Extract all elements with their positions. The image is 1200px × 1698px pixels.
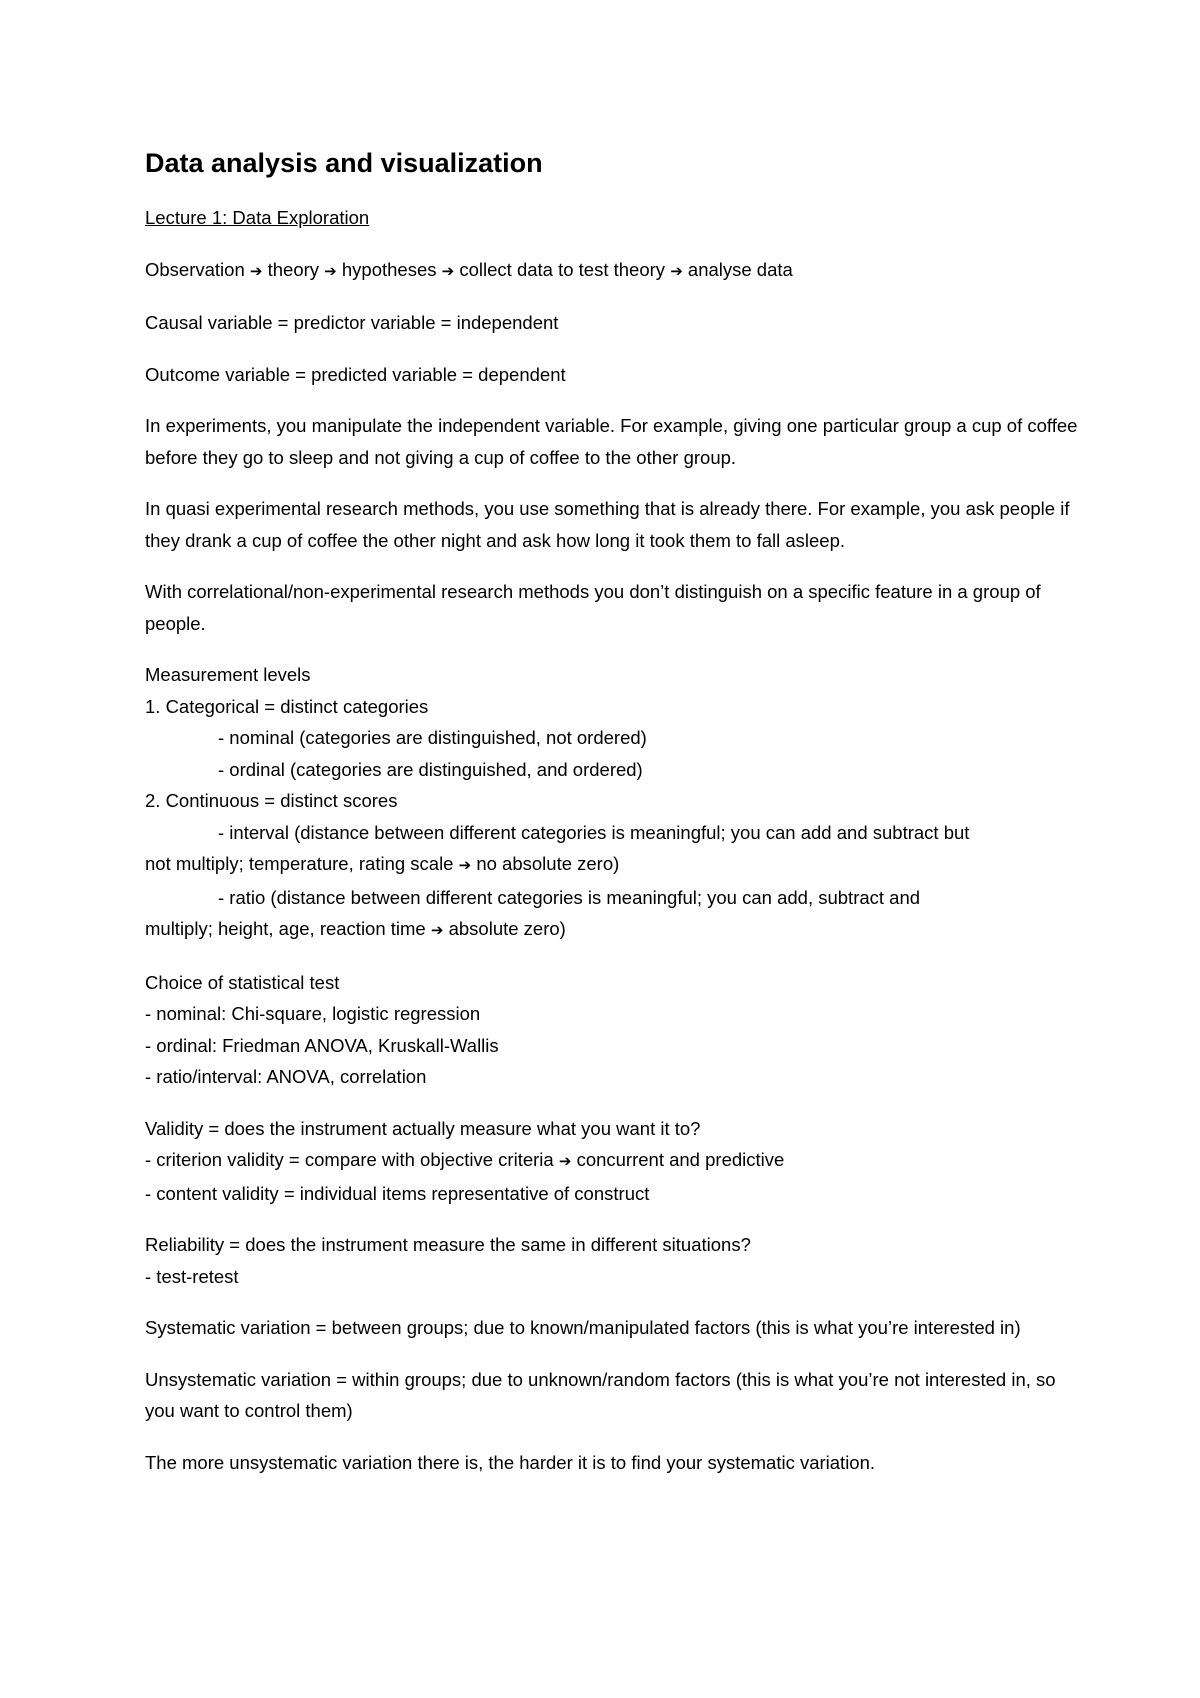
- ordinal-item: - ordinal (categories are distinguished, and ordered): [218, 758, 643, 780]
- ratio-item-continued: multiply; height, age, reaction time ➔ absolute zero): [145, 918, 566, 939]
- correlational-paragraph: With correlational/non-experimental research methods you don’t distinguish on a specific feature in a group of people.: [145, 581, 1041, 634]
- list-item: - test-retest: [145, 1265, 239, 1287]
- unsystematic-variation-paragraph: Unsystematic variation = within groups; due to unknown/random factors (this is what you’re not interested in, so you want to control them): [145, 1368, 1056, 1421]
- lecture-heading: Lecture 1: Data Exploration: [145, 207, 370, 228]
- quasi-experimental-paragraph: In quasi experimental research methods, you use something that is already there. For example, you ask people if they drank a cup of coffee the other night and ask how long it took them to fall asleep.: [145, 498, 1070, 551]
- ratio-item: - ratio (distance between different categories is meaningful; you can add, subtract and: [218, 886, 921, 908]
- flow-step: collect data to test theory: [459, 258, 666, 280]
- list-item: - nominal: Chi-square, logistic regression: [145, 1003, 481, 1024]
- nominal-item: - nominal (categories are distinguished, not ordered): [218, 727, 647, 748]
- flow-step: Observation: [145, 258, 245, 280]
- systematic-variation-paragraph: Systematic variation = between groups; due to known/manipulated factors (this is what you’re interested in): [145, 1317, 1021, 1338]
- research-flow: [145, 254, 1080, 288]
- categorical-item: 1. Categorical = distinct categories: [145, 695, 429, 717]
- document-title: Data analysis and visualization: [145, 148, 543, 178]
- interval-item: - interval (distance between different categories is meaningful; you can add and subtract but: [218, 821, 970, 843]
- arrow-right-icon: ➔: [249, 261, 263, 280]
- arrow-right-icon: ➔: [441, 261, 455, 280]
- list-item: - ratio/interval: ANOVA, correlation: [145, 1066, 427, 1087]
- statistical-test-section: [145, 967, 1080, 1093]
- outcome-variable-def: Outcome variable = predicted variable = dependent: [145, 363, 566, 385]
- stat-test-heading: Choice of statistical test: [145, 971, 340, 993]
- list-item: - ordinal: Friedman ANOVA, Kruskall-Wallis: [145, 1034, 499, 1056]
- measurement-levels-section: [145, 659, 1080, 947]
- reliability-heading: Reliability = does the instrument measure the same in different situations?: [145, 1234, 751, 1255]
- continuous-item: 2. Continuous = distinct scores: [145, 790, 398, 811]
- interval-item-continued: not multiply; temperature, rating scale ➔ no absolute zero): [145, 853, 620, 874]
- arrow-right-icon: ➔: [324, 261, 337, 280]
- criterion-validity-item: - criterion validity = compare with objective criteria ➔ concurrent and predictive: [145, 1149, 785, 1170]
- content-validity-item: - content validity = individual items representative of construct: [145, 1182, 650, 1204]
- experiments-paragraph: In experiments, you manipulate the independent variable. For example, giving one particular group a cup of coffee before they go to sleep and not giving a cup of coffee to the other group.: [145, 415, 1078, 468]
- arrow-right-icon: ➔: [670, 261, 683, 280]
- validity-heading: Validity = does the instrument actually measure what you want it to?: [145, 1117, 701, 1139]
- flow-step: theory: [267, 258, 320, 280]
- causal-variable-def: Causal variable = predictor variable = independent: [145, 312, 559, 333]
- validity-section: [145, 1113, 1080, 1210]
- flow-step: analyse data: [687, 258, 793, 280]
- measurement-heading: Measurement levels: [145, 664, 311, 685]
- flow-step: hypotheses: [341, 258, 437, 280]
- arrow-right-icon: ➔: [558, 1152, 572, 1170]
- arrow-right-icon: ➔: [458, 856, 472, 874]
- conclusion-paragraph: The more unsystematic variation there is, the harder it is to find your systematic variation.: [145, 1451, 876, 1473]
- arrow-right-icon: ➔: [430, 921, 444, 939]
- reliability-section: [145, 1229, 1080, 1292]
